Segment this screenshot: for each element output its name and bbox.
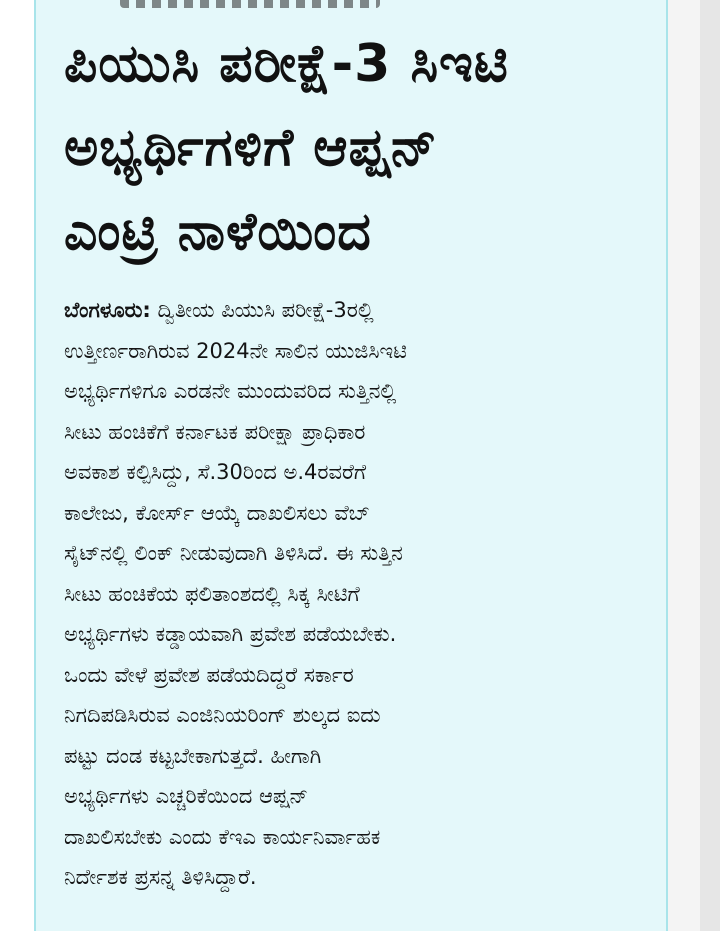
article-headline [64, 22, 654, 274]
headline-line: ಎಂಟ್ರಿ ನಾಳೆಯಿಂದ [64, 202, 372, 262]
dateline: ಬೆಂಗಳೂರು: [64, 298, 151, 322]
left-margin [0, 0, 34, 931]
body-line: ಅವಕಾಶ ಕಲ್ಪಿಸಿದ್ದು, ಸೆ.30ರಿಂದ ಅ.4ರವರೆಗೆ [64, 460, 367, 484]
body-line: ಪಟ್ಟು ದಂಡ ಕಟ್ಟಬೇಕಾಗುತ್ತದೆ. ಹೀಗಾಗಿ [64, 743, 322, 768]
body-first-line-text: ದ್ವಿತೀಯ ಪಿಯುಸಿ ಪರೀಕ್ಷೆ-3ರಲ್ಲಿ [150, 298, 374, 322]
body-line: ಅಭ್ಯರ್ಥಿಗಳು ಎಚ್ಚರಿಕೆಯಿಂದ ಆಪ್ಷನ್ [64, 784, 309, 808]
body-line: ಒಂದು ವೇಳೆ ಪ್ರವೇಶ ಪಡೆಯದಿದ್ದರೆ ಸರ್ಕಾರ [64, 662, 354, 687]
scrollbar[interactable] [700, 0, 720, 931]
article-body [64, 290, 664, 898]
body-line [64, 290, 664, 331]
body-line: ಕಾಲೇಜು, ಕೋರ್ಸ್ ಆಯ್ಕೆ ದಾಖಲಿಸಲು ವೆಬ್ [64, 500, 370, 525]
body-line: ಉತ್ತೀರ್ಣರಾಗಿರುವ 2024ನೇ ಸಾಲಿನ ಯುಜಿಸಿಇಟಿ [64, 338, 407, 363]
body-line: ನಿಗದಿಪಡಿಸಿರುವ ಎಂಜಿನಿಯರಿಂಗ್ ಶುಲ್ಕದ ಐದು [64, 703, 381, 727]
body-line: ಸೀಟು ಹಂಚಿಕೆಯ ಫಲಿತಾಂಶದಲ್ಲಿ ಸಿಕ್ಕ ಸೀಟಿಗೆ [64, 581, 360, 606]
body-line: ನಿರ್ದೇಶಕ ಪ್ರಸನ್ನ ತಿಳಿಸಿದ್ದಾರೆ. [64, 865, 257, 889]
body-line: ದಾಖಲಿಸಬೇಕು ಎಂದು ಕೆಇಎ ಕಾರ್ಯನಿರ್ವಾಹಕ [64, 824, 381, 849]
body-line: ಅಭ್ಯರ್ಥಿಗಳು ಕಡ್ಡಾಯವಾಗಿ ಪ್ರವೇಶ ಪಡೆಯಬೇಕು. [64, 622, 397, 646]
body-line: ಅಭ್ಯರ್ಥಿಗಳಿಗೂ ಎರಡನೇ ಮುಂದುವರಿದ ಸುತ್ತಿನಲ್ಲಿ [64, 379, 397, 403]
body-line: ಸೈಟ್‌ನಲ್ಲಿ ಲಿಂಕ್ ನೀಡುವುದಾಗಿ ತಿಳಿಸಿದೆ. ಈ ಸುತ್ತಿನ [64, 541, 403, 565]
headline-line: ಪಿಯುಸಿ ಪರೀಕ್ಷೆ-3 ಸಿಇಟಿ [64, 34, 509, 94]
article-card [34, 0, 668, 931]
clipped-previous-line [120, 0, 380, 8]
body-line: ಸೀಟು ಹಂಚಿಕೆಗೆ ಕರ್ನಾಟಕ ಪರೀಕ್ಷಾ ಪ್ರಾಧಿಕಾರ [64, 419, 366, 444]
headline-line: ಅಭ್ಯರ್ಥಿಗಳಿಗೆ ಆಪ್ಷನ್ [64, 118, 438, 178]
